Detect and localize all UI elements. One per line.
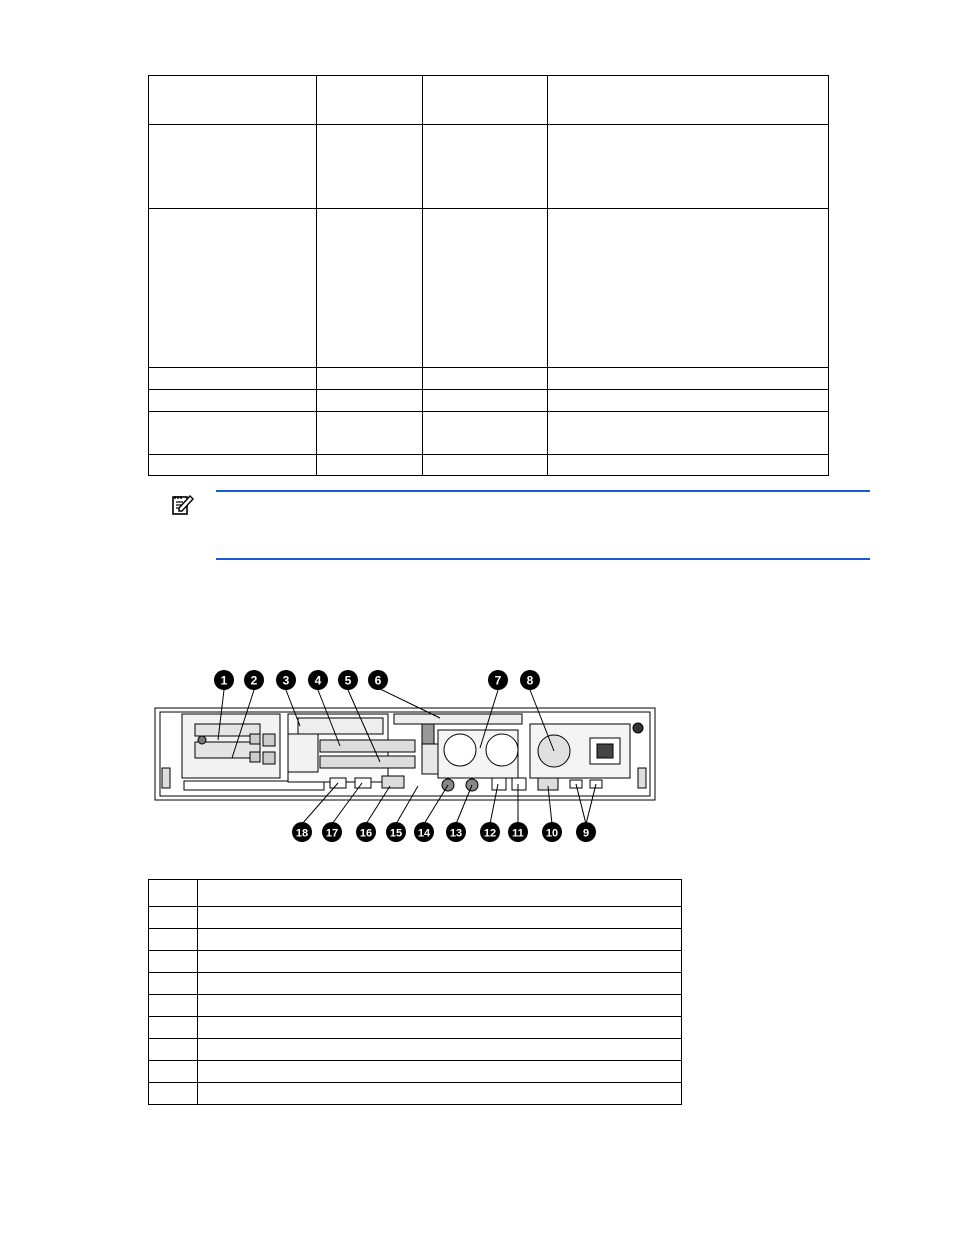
table-cell <box>149 368 317 390</box>
table-row <box>149 973 682 995</box>
table-cell <box>149 1017 198 1039</box>
table-row <box>149 1017 682 1039</box>
table-cell <box>149 455 317 476</box>
svg-text:3: 3 <box>282 673 290 688</box>
table-cell <box>149 76 317 125</box>
table-cell <box>149 1083 198 1105</box>
table-cell <box>197 1017 681 1039</box>
table-cell <box>149 995 198 1017</box>
svg-text:15: 15 <box>389 827 403 840</box>
svg-text:5: 5 <box>344 673 352 688</box>
table-row <box>149 368 829 390</box>
table-cell <box>548 125 829 209</box>
callout-13 <box>446 822 466 842</box>
table-cell <box>422 209 548 368</box>
callout-3 <box>276 670 296 690</box>
callout-7 <box>488 670 508 690</box>
callout-12 <box>480 822 500 842</box>
callout-10 <box>542 822 562 842</box>
component-legend-table <box>148 879 682 1105</box>
table-cell <box>316 368 422 390</box>
table-cell <box>422 76 548 125</box>
callout-2 <box>244 670 264 690</box>
table-cell <box>548 209 829 368</box>
table-cell <box>149 125 317 209</box>
table-cell <box>197 907 681 929</box>
table-cell <box>149 929 198 951</box>
callout-1 <box>214 670 234 690</box>
svg-text:1: 1 <box>220 673 228 688</box>
table-row <box>149 1061 682 1083</box>
table-cell <box>197 1039 681 1061</box>
table-row <box>149 455 829 476</box>
table-row <box>149 929 682 951</box>
important-note-icon <box>170 494 194 518</box>
svg-text:12: 12 <box>483 827 497 840</box>
callout-6 <box>368 670 388 690</box>
svg-text:13: 13 <box>449 827 463 840</box>
table-cell <box>149 209 317 368</box>
table-cell <box>197 929 681 951</box>
table-row <box>149 951 682 973</box>
table-row <box>149 1039 682 1061</box>
table-row <box>149 880 682 907</box>
table-cell <box>149 951 198 973</box>
table-cell <box>316 125 422 209</box>
svg-text:18: 18 <box>295 827 309 840</box>
table-cell <box>149 907 198 929</box>
table-cell <box>197 951 681 973</box>
svg-text:2: 2 <box>250 673 258 688</box>
table-row <box>149 209 829 368</box>
table-row <box>149 907 682 929</box>
table-cell <box>422 390 548 412</box>
table-cell <box>149 390 317 412</box>
important-note-box <box>216 490 870 560</box>
callout-4 <box>308 670 328 690</box>
table-cell <box>316 76 422 125</box>
table-cell <box>197 995 681 1017</box>
table-row <box>149 995 682 1017</box>
callout-16 <box>356 822 376 842</box>
table-row <box>149 412 829 455</box>
table-cell <box>316 390 422 412</box>
table-cell <box>197 1083 681 1105</box>
table-cell <box>422 412 548 455</box>
table-row <box>149 390 829 412</box>
table-cell <box>197 973 681 995</box>
table-cell <box>422 455 548 476</box>
table-cell <box>548 455 829 476</box>
callout-15 <box>386 822 406 842</box>
table-cell <box>149 880 198 907</box>
svg-text:8: 8 <box>526 673 534 688</box>
svg-text:14: 14 <box>417 827 431 840</box>
svg-text:11: 11 <box>512 827 524 840</box>
table-cell <box>316 412 422 455</box>
table-cell <box>197 1061 681 1083</box>
callout-17 <box>322 822 342 842</box>
table-cell <box>422 368 548 390</box>
table-cell <box>548 412 829 455</box>
svg-text:17: 17 <box>325 827 339 840</box>
table-cell <box>149 1061 198 1083</box>
svg-text:10: 10 <box>545 827 559 840</box>
callout-5 <box>338 670 358 690</box>
server-rear-panel-figure <box>150 668 660 844</box>
table-cell <box>548 390 829 412</box>
svg-text:16: 16 <box>359 827 373 840</box>
table-cell <box>548 76 829 125</box>
table-row <box>149 76 829 125</box>
svg-text:7: 7 <box>494 673 502 688</box>
spec-table-top <box>148 75 829 476</box>
table-cell <box>316 455 422 476</box>
callout-11 <box>508 822 528 842</box>
svg-text:6: 6 <box>374 673 382 688</box>
table-cell <box>422 125 548 209</box>
callout-9 <box>576 822 596 842</box>
table-cell <box>197 880 681 907</box>
table-cell <box>149 412 317 455</box>
svg-text:9: 9 <box>582 827 590 840</box>
callout-14 <box>414 822 434 842</box>
table-row <box>149 1083 682 1105</box>
table-cell <box>149 973 198 995</box>
table-cell <box>316 209 422 368</box>
callout-18 <box>292 822 312 842</box>
table-cell <box>548 368 829 390</box>
callout-8 <box>520 670 540 690</box>
table-row <box>149 125 829 209</box>
svg-text:4: 4 <box>314 673 322 688</box>
chassis <box>155 708 655 800</box>
table-cell <box>149 1039 198 1061</box>
